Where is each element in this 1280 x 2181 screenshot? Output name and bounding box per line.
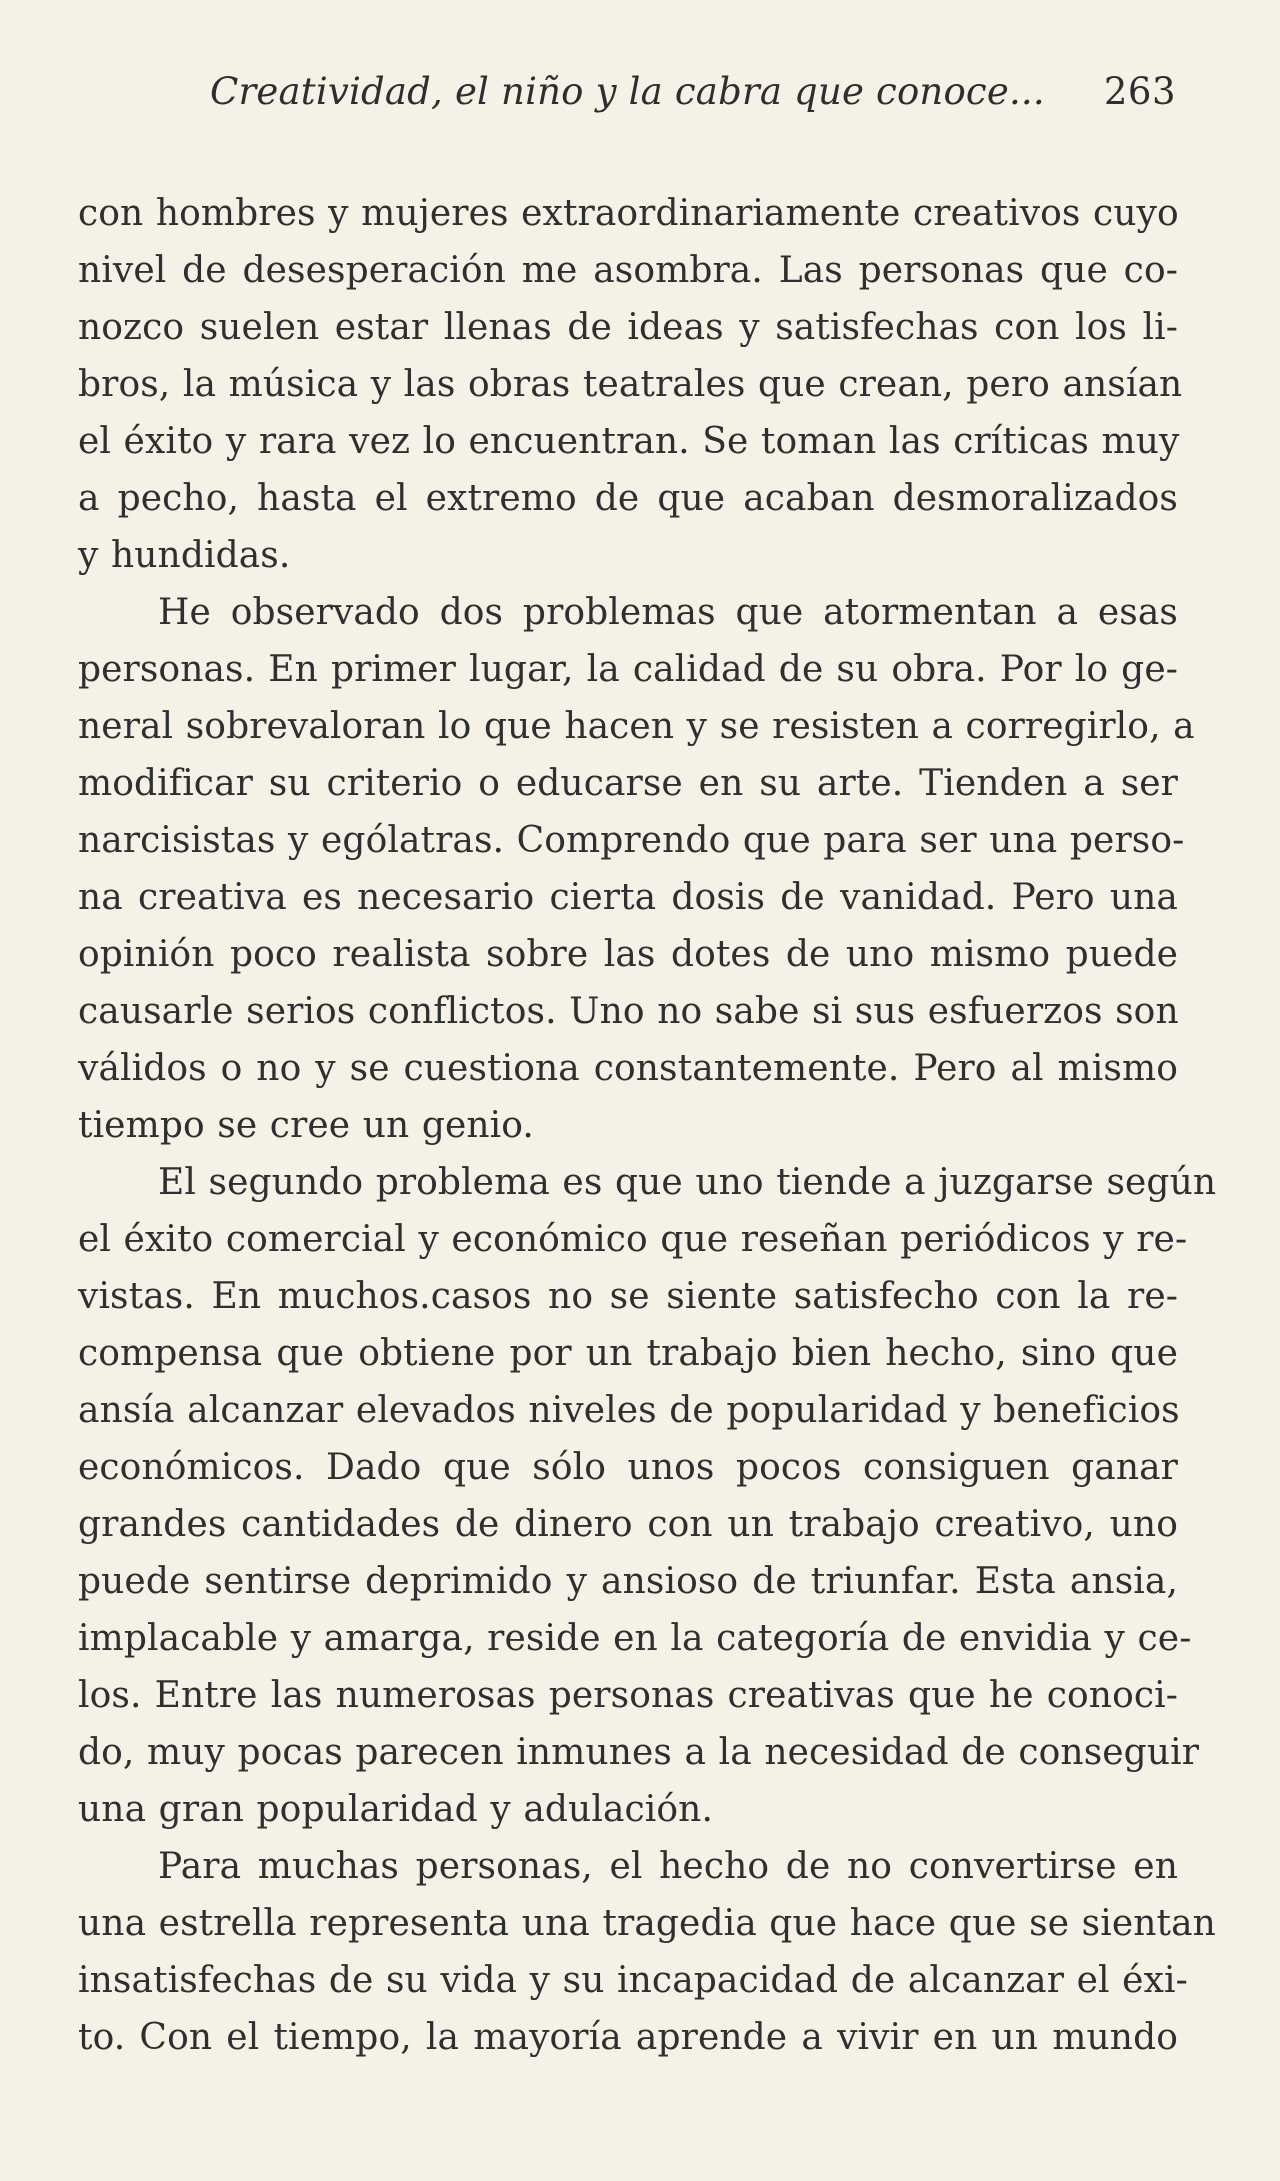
text-line: opinión poco realista sobre las dotes de uno mismo puede: [78, 934, 1178, 975]
text-line: válidos o no y se cuestiona constantemente. Pero al mismo: [78, 1048, 1178, 1089]
text-line: causarle serios conflictos. Uno no sabe si sus esfuerzos son: [78, 991, 1179, 1032]
text-line: nozco suelen estar llenas de ideas y satisfechas con los li-: [78, 307, 1178, 348]
text-line: compensa que obtiene por un trabajo bien hecho, sino que: [78, 1333, 1178, 1374]
text-line: bros, la música y las obras teatrales que crean, pero ansían: [78, 364, 1183, 405]
text-line: una gran popularidad y adulación.: [78, 1789, 713, 1830]
text-line: personas. En primer lugar, la calidad de su obra. Por lo ge-: [78, 649, 1178, 690]
running-header: [78, 70, 1178, 130]
text-line: El segundo problema es que uno tiende a juzgarse según: [158, 1162, 1217, 1203]
text-line: grandes cantidades de dinero con un trabajo creativo, uno: [78, 1504, 1178, 1545]
text-line: nivel de desesperación me asombra. Las personas que co-: [78, 250, 1178, 291]
text-line: el éxito comercial y económico que reseñan periódicos y re-: [78, 1219, 1188, 1260]
text-line: do, muy pocas parecen inmunes a la necesidad de conseguir: [78, 1732, 1200, 1773]
paragraph-3: [78, 1154, 1217, 1838]
paragraph-4: [78, 1838, 1216, 2066]
text-line: Para muchas personas, el hecho de no convertirse en: [158, 1846, 1178, 1887]
text-line: modificar su criterio o educarse en su arte. Tienden a ser: [78, 763, 1178, 804]
running-title: Creatividad, el niño y la cabra que conoce...: [210, 70, 1045, 113]
text-line: los. Entre las numerosas personas creativas que he conoci-: [78, 1675, 1178, 1716]
page-number: 263: [1103, 70, 1176, 113]
paragraph-2: [78, 584, 1195, 1154]
text-line: narcisistas y ególatras. Comprendo que para ser una perso-: [78, 820, 1185, 861]
paragraph-1: [78, 185, 1183, 584]
body-text: [78, 185, 1217, 2066]
text-line: a pecho, hasta el extremo de que acaban desmoralizados: [78, 478, 1178, 519]
text-line: el éxito y rara vez lo encuentran. Se toman las críticas muy: [78, 421, 1180, 462]
text-line: He observado dos problemas que atormentan a esas: [158, 592, 1178, 633]
text-line: insatisfechas de su vida y su incapacidad de alcanzar el éxi-: [78, 1960, 1188, 2001]
text-line: to. Con el tiempo, la mayoría aprende a vivir en un mundo: [78, 2017, 1178, 2058]
text-line: una estrella representa una tragedia que hace que se sientan: [78, 1903, 1216, 1944]
text-line: con hombres y mujeres extraordinariamente creativos cuyo: [78, 193, 1179, 234]
text-line: ansía alcanzar elevados niveles de popularidad y beneficios: [78, 1390, 1180, 1431]
text-line: vistas. En muchos.casos no se siente satisfecho con la re-: [78, 1276, 1178, 1317]
text-line: implacable y amarga, reside en la categoría de envidia y ce-: [78, 1618, 1192, 1659]
text-line: tiempo se cree un genio.: [78, 1105, 534, 1146]
text-line: na creativa es necesario cierta dosis de vanidad. Pero una: [78, 877, 1178, 918]
text-line: y hundidas.: [78, 535, 291, 576]
text-line: económicos. Dado que sólo unos pocos consiguen ganar: [78, 1447, 1178, 1488]
text-line: neral sobrevaloran lo que hacen y se resisten a corregirlo, a: [78, 706, 1195, 747]
text-line: puede sentirse deprimido y ansioso de triunfar. Esta ansia,: [78, 1561, 1178, 1602]
